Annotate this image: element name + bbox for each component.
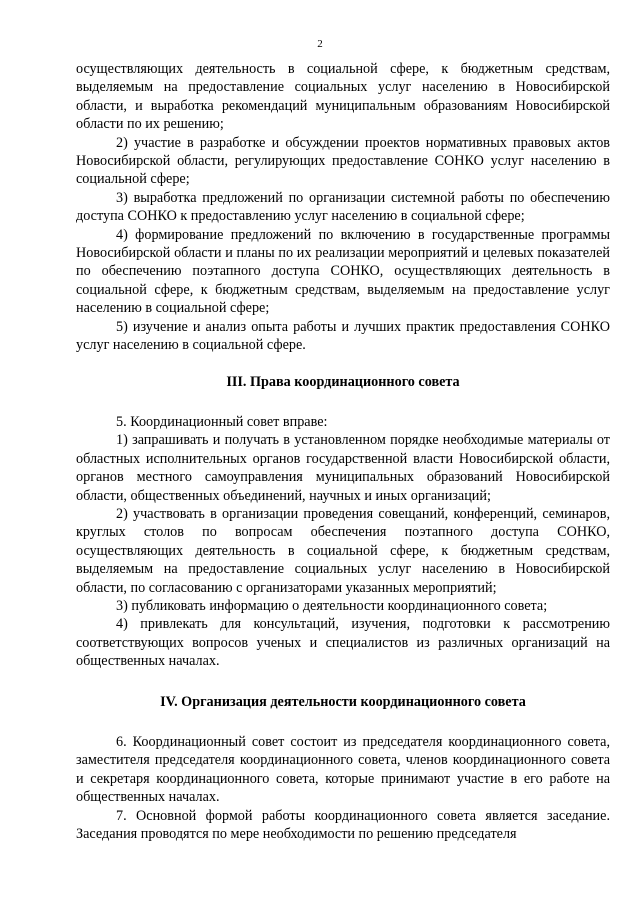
section-heading-organization: IV. Организация деятельности координационного совета <box>160 693 526 710</box>
paragraph-6: 6. Координационный совет состоит из председателя координационного совета, заместителя председателя координационного совета, членов координационного совета и секретаря координационного совета, которые принимают участие в его работе на общественных началах. <box>76 734 610 806</box>
paragraph-item4: 4) формирование предложений по включению в государственные программы Новосибирской области и планы по их реализации мероприятий и целевых показателей по обеспечению поэтапного доступа СОНКО, осуществляющих деятельность в социальной сфере, к бюджетным средствам, выделяемым на предоставление услуг населению в социальной сфере; <box>76 226 610 317</box>
paragraph-item5: 5) изучение и анализ опыта работы и лучших практик предоставления СОНКО услуг населению в социальной сфере. <box>76 318 610 354</box>
paragraph-item1-continuation: осуществляющих деятельность в социальной сфере, к бюджетным средствам, выделяемым на предоставление социальных услуг населению в Новосибирской области, и выработка рекомендаций муниципальным образованиям Новосибирской области по их решению; <box>76 61 610 133</box>
paragraph-5-intro: 5. Координационный совет вправе: <box>116 413 328 430</box>
paragraph-rights-item4: 4) привлекать для консультаций, изучения, подготовки к рассмотрению соответствующих вопросов ученых и специалистов из различных организаций на общественных началах. <box>76 616 610 670</box>
paragraph-rights-item3: 3) публиковать информацию о деятельности координационного совета; <box>116 597 548 614</box>
paragraph-rights-item2: 2) участвовать в организации проведения совещаний, конференций, семинаров, круглых столов по вопросам обеспечения поэтапного доступа СОНКО, осуществляющих деятельность в социальной сфере, к бюджетным средствам, выделяемым на предоставление социальных услуг населению в Новосибирской области, по согласованию с организаторами указанных мероприятий; <box>76 505 610 596</box>
paragraph-7: 7. Основной формой работы координационного совета является заседание. Заседания проводятся по мере необходимости по решению председателя <box>76 807 610 843</box>
paragraph-rights-item1: 1) запрашивать и получать в установленном порядке необходимые материалы от областных исполнительных органов государственной власти Новосибирской области, органов местного самоуправления муниципальных образований Новосибирской области, общественных объединений, научных и иных организаций; <box>76 432 610 504</box>
paragraph-item2: 2) участие в разработке и обсуждении проектов нормативных правовых актов Новосибирской области, регулирующих предоставление СОНКО услуг населению в социальной сфере; <box>76 134 610 188</box>
paragraph-item3: 3) выработка предложений по организации системной работы по обеспечению доступа СОНКО к предоставлению услуг населению в социальной сфере; <box>76 189 610 225</box>
document-body <box>76 60 610 843</box>
page-number: 2 <box>317 38 323 50</box>
section-heading-rights: III. Права координационного совета <box>226 373 460 390</box>
